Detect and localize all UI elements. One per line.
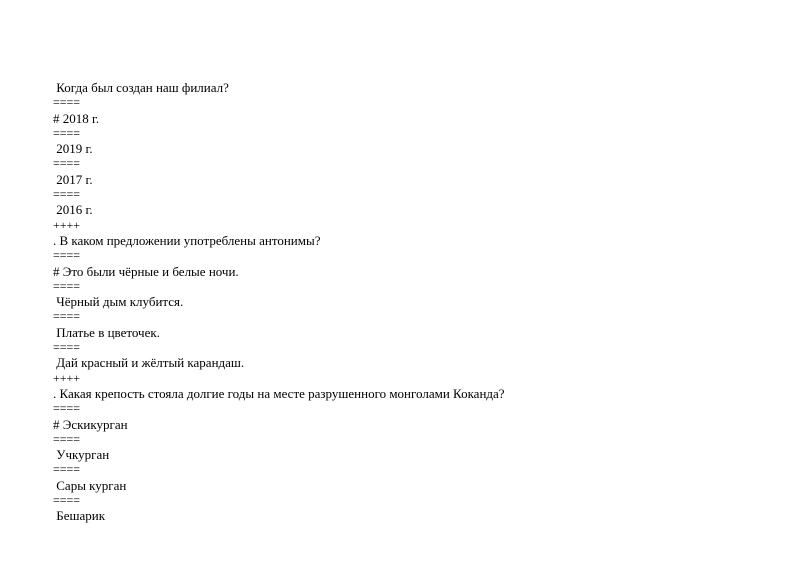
separator: ====	[53, 493, 81, 508]
answer-option: Бешарик	[53, 508, 106, 524]
separator: ====	[53, 401, 81, 416]
answer-option: Учкурган	[53, 447, 110, 463]
answer-option-correct: # Эскикурган	[53, 416, 128, 432]
separator: ====	[53, 248, 81, 263]
separator: ====	[53, 187, 81, 202]
answer-option: 2017 г.	[53, 171, 93, 187]
answer-option-correct: # 2018 г.	[53, 110, 100, 126]
separator: ====	[53, 95, 81, 110]
answer-option: Платье в цветочек.	[53, 324, 160, 340]
answer-option: Дай красный и жёлтый карандаш.	[53, 355, 245, 371]
separator: ====	[53, 462, 81, 477]
separator: ====	[53, 125, 81, 140]
answer-option: Чёрный дым клубится.	[53, 294, 184, 310]
question-text: . В каком предложении употреблены антонимы?	[53, 232, 321, 248]
question-separator: ++++	[53, 370, 81, 385]
answer-option: 2019 г.	[53, 141, 93, 157]
separator: ====	[53, 278, 81, 293]
separator: ====	[53, 340, 81, 355]
document-body	[53, 80, 773, 524]
separator: ====	[53, 309, 81, 324]
question-text: Когда был создан наш филиал?	[53, 80, 229, 95]
question-text: . Какая крепость стояла долгие годы на месте разрушенного монголами Коканда?	[53, 385, 505, 401]
question-separator: ++++	[53, 217, 81, 232]
answer-option: 2016 г.	[53, 202, 93, 218]
separator: ====	[53, 431, 81, 446]
answer-option: Сары курган	[53, 477, 127, 493]
answer-option-correct: # Это были чёрные и белые ночи.	[53, 263, 239, 279]
separator: ====	[53, 156, 81, 171]
